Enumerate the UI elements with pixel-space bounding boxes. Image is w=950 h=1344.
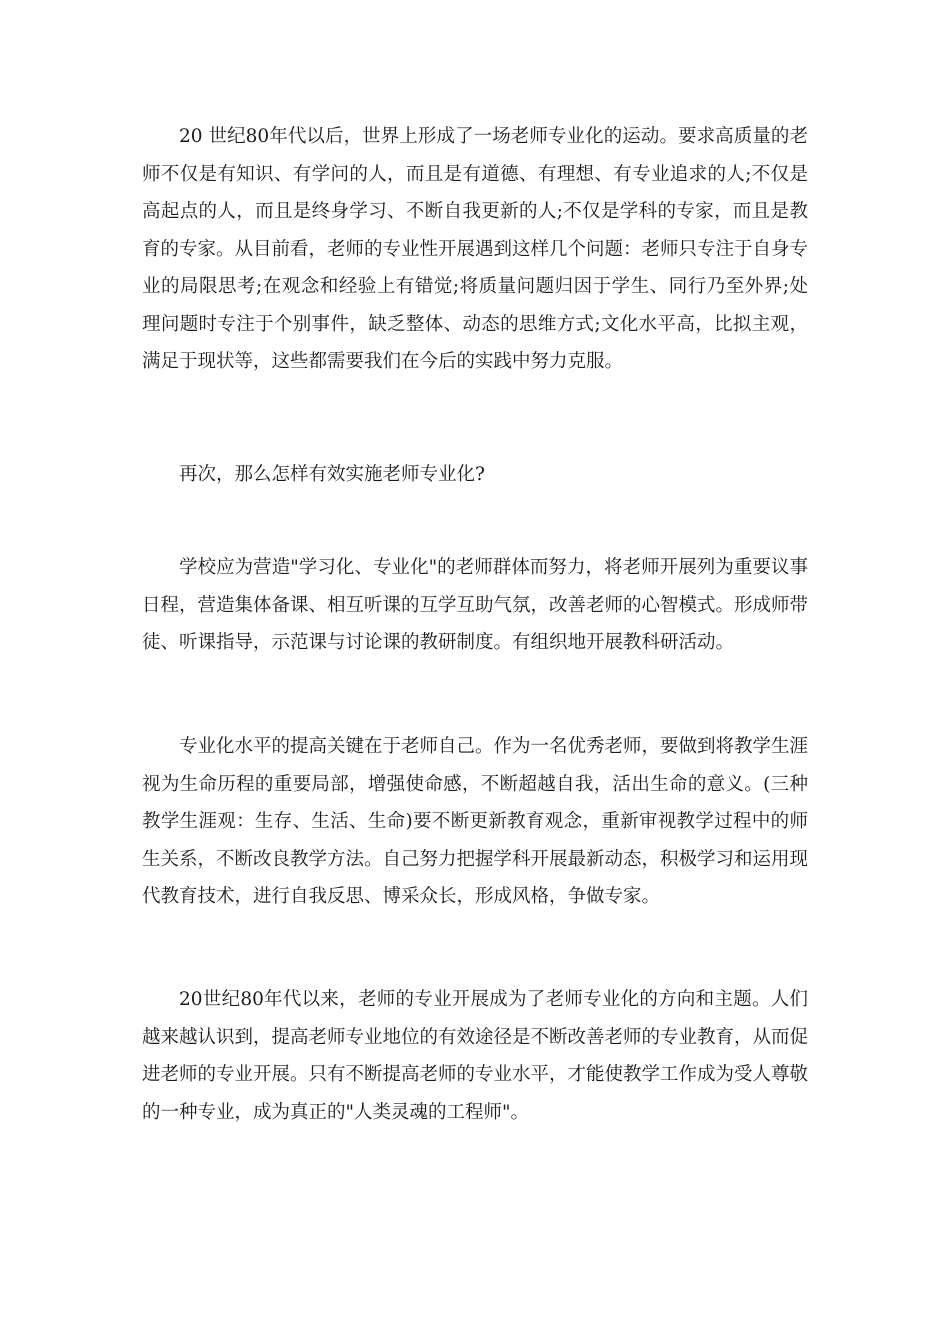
paragraph-teacher-self-improvement: 专业化水平的提高关键在于老师自己。作为一名优秀老师，要做到将教学生涯视为生命历程的重要局部，增强使命感，不断超越自我，活出生命的意义。(三种教学生涯观：生存、生活、生命)要不断更新教育观念，重新审视教学过程中的师生关系，不断改良教学方法。自己努力把握学科开展最新动态，积极学习和运用现代教育技术，进行自我反思、博采众长，形成风格，争做专家。 xyxy=(142,736,809,907)
paragraph-professional-development-theme: 20世纪80年代以来，老师的专业开展成为了老师专业化的方向和主题。人们越来越认识到，提高老师专业地位的有效途径是不断改善老师的专业教育，从而促进老师的专业开展。只有不断提高老师的专业水平，才能使教学工作成为受人尊敬的一种专业，成为真正的"人类灵魂的工程师"。 xyxy=(142,989,809,1123)
paragraph-teacher-professionalization-movement: 20 世纪80年代以后，世界上形成了一场老师专业化的运动。要求高质量的老师不仅是有知识、有学问的人，而且是有道德、有理想、有专业追求的人;不仅是高起点的人，而且是终身学习、不断自我更新的人;不仅是学科的专家，而且是教育的专家。从目前看，老师的专业性开展遇到这样几个问题：老师只专注于自身专业的局限思考;在观念和经验上有错觉;将质量问题归因于学生、同行乃至外界;处理问题时专注于个别事件，缺乏整体、动态的思维方式;文化水平高，比拟主观，满足于现状等，这些都需要我们在今后的实践中努力克服。 xyxy=(142,126,809,372)
paragraph-question-how-to-implement: 再次，那么怎样有效实施老师专业化? xyxy=(179,464,485,485)
paragraph-school-role: 学校应为营造"学习化、专业化"的老师群体而努力，将老师开展列为重要议事日程，营造集体备课、相互听课的互学互助气氛，改善老师的心智模式。形成师带徒、听课指导，示范课与讨论课的教研制度。有组织地开展教科研活动。 xyxy=(142,557,809,653)
